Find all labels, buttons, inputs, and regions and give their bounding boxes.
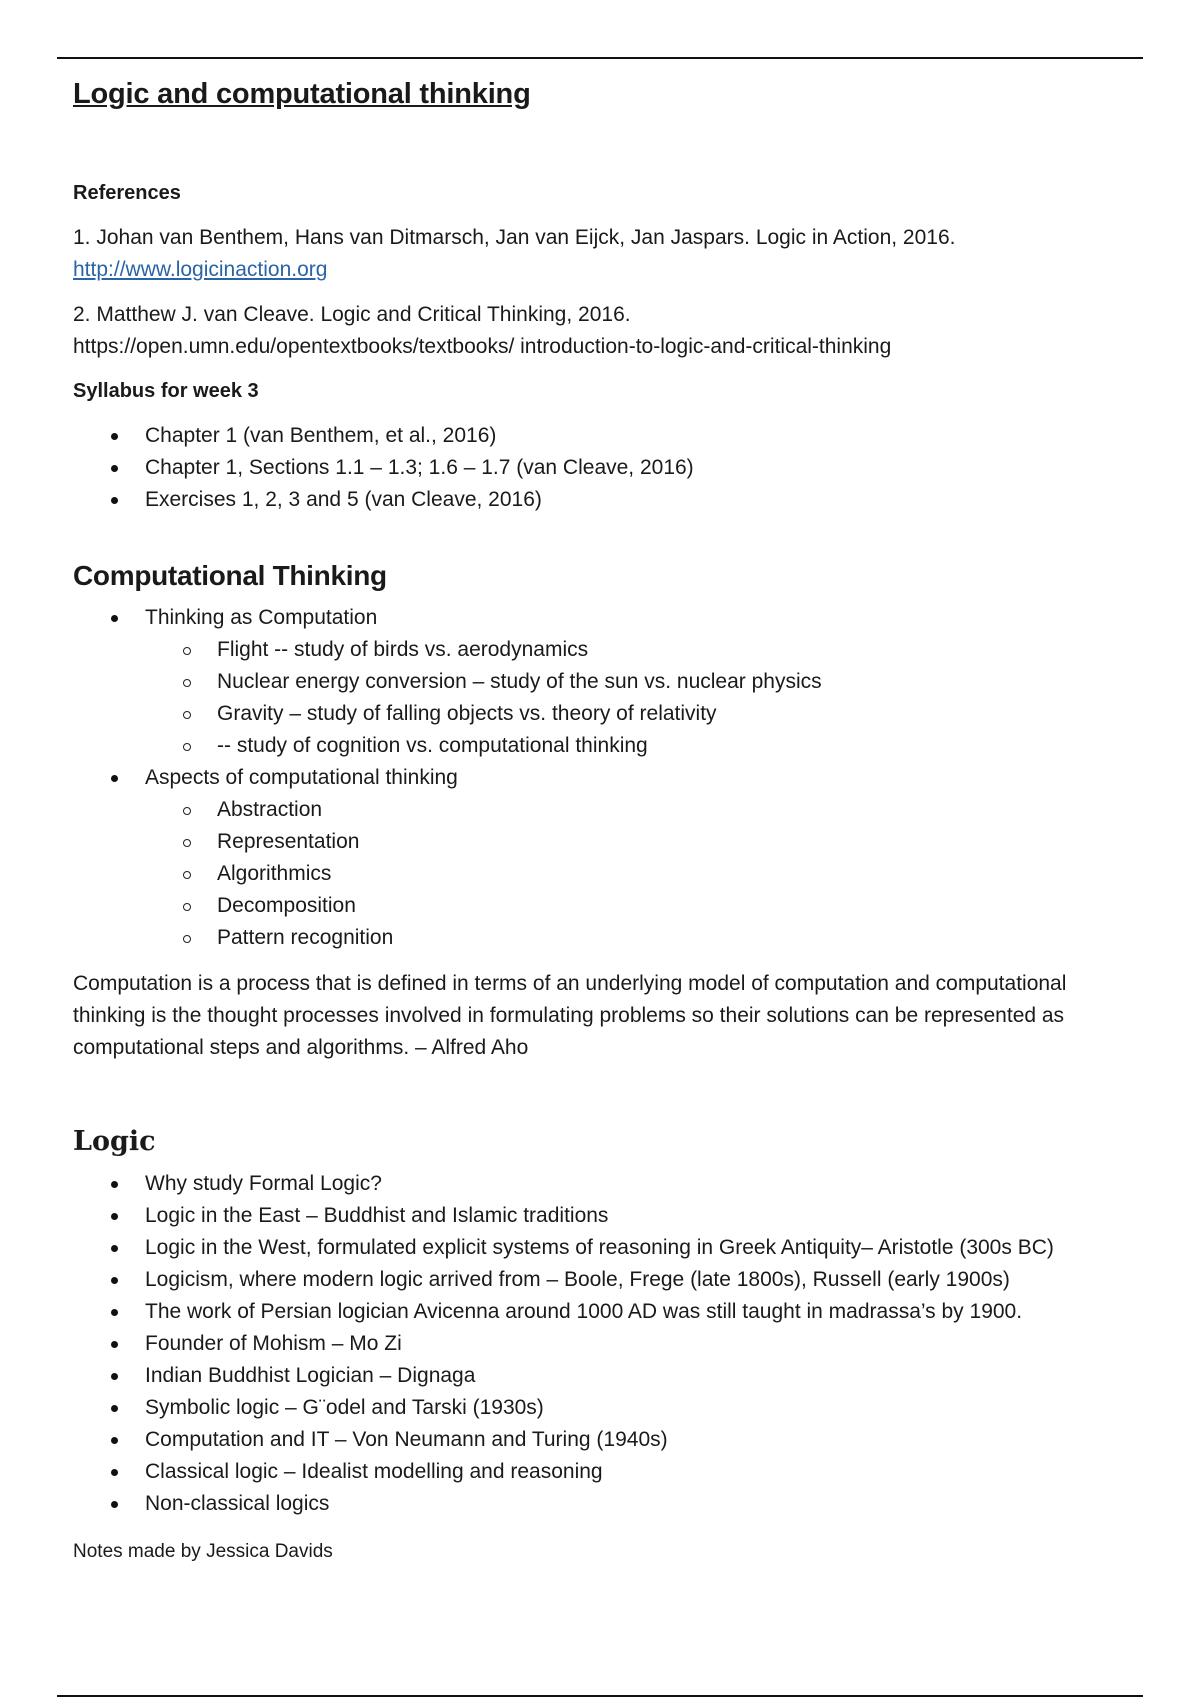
references-heading: References [73, 182, 181, 204]
logic-heading: Logic [73, 1126, 156, 1157]
list-item: Classical logic – Idealist modelling and reasoning [73, 1456, 1133, 1488]
logic-list [73, 1168, 1133, 1520]
document-page [73, 72, 1133, 1566]
list-item: Why study Formal Logic? [73, 1168, 1133, 1200]
list-item: Indian Buddhist Logician – Dignaga [73, 1360, 1133, 1392]
sub-list-item: Abstraction [73, 794, 1133, 826]
syllabus-heading: Syllabus for week 3 [73, 380, 259, 402]
list-item [73, 602, 1133, 762]
list-item: Non-classical logics [73, 1488, 1133, 1520]
group-label: Aspects of computational thinking [145, 766, 458, 789]
reference-2-text: 2. Matthew J. van Cleave. Logic and Critical Thinking, 2016. [73, 303, 631, 326]
list-item: Logic in the East – Buddhist and Islamic traditions [73, 1200, 1133, 1232]
sub-list-item: Algorithmics [73, 858, 1133, 890]
sub-list-item: Pattern recognition [73, 922, 1133, 954]
list-item: Logicism, where modern logic arrived from – Boole, Frege (late 1800s), Russell (early 1900s) [73, 1264, 1133, 1296]
list-item: Exercises 1, 2, 3 and 5 (van Cleave, 2016) [73, 484, 1133, 516]
sub-list-item: Flight -- study of birds vs. aerodynamics [73, 634, 1133, 666]
list-item: Chapter 1, Sections 1.1 – 1.3; 1.6 – 1.7 (van Cleave, 2016) [73, 452, 1133, 484]
sub-list-item: Nuclear energy conversion – study of the sun vs. nuclear physics [73, 666, 1133, 698]
group-label: Thinking as Computation [145, 606, 378, 629]
top-rule [57, 57, 1143, 59]
list-item [73, 762, 1133, 954]
aho-quote: Computation is a process that is defined in terms of an underlying model of computation and computational thinking is the thought processes involved in formulating problems so their solutions can be represented as computational steps and algorithms. – Alfred Aho [73, 972, 1067, 1059]
computational-thinking-heading: Computational Thinking [73, 560, 387, 591]
syllabus-list [73, 420, 1133, 516]
reference-2-url: https://open.umn.edu/opentextbooks/textbooks/ introduction-to-logic-and-critical-thinking [73, 335, 892, 358]
list-item: Logic in the West, formulated explicit systems of reasoning in Greek Antiquity– Aristotle (300s BC) [73, 1232, 1133, 1264]
list-item: Founder of Mohism – Mo Zi [73, 1328, 1133, 1360]
footer-note: Notes made by Jessica Davids [73, 1541, 333, 1562]
sub-list-item: Decomposition [73, 890, 1133, 922]
list-item: The work of Persian logician Avicenna around 1000 AD was still taught in madrassa’s by 1900. [73, 1296, 1133, 1328]
sub-list-item: Representation [73, 826, 1133, 858]
list-item: Symbolic logic – G¨odel and Tarski (1930s) [73, 1392, 1133, 1424]
computational-thinking-list [73, 602, 1133, 954]
page-title: Logic and computational thinking [73, 78, 531, 110]
list-item: Computation and IT – Von Neumann and Turing (1940s) [73, 1424, 1133, 1456]
reference-1-text: 1. Johan van Benthem, Hans van Ditmarsch, Jan van Eijck, Jan Jaspars. Logic in Action, 2016. [73, 226, 956, 249]
sub-list [145, 634, 1133, 762]
sub-list-item: Gravity – study of falling objects vs. theory of relativity [73, 698, 1133, 730]
list-item: Chapter 1 (van Benthem, et al., 2016) [73, 420, 1133, 452]
reference-1-link[interactable]: http://www.logicinaction.org [73, 258, 328, 281]
sub-list [145, 794, 1133, 954]
sub-list-item: -- study of cognition vs. computational thinking [73, 730, 1133, 762]
bottom-rule [57, 1695, 1143, 1697]
